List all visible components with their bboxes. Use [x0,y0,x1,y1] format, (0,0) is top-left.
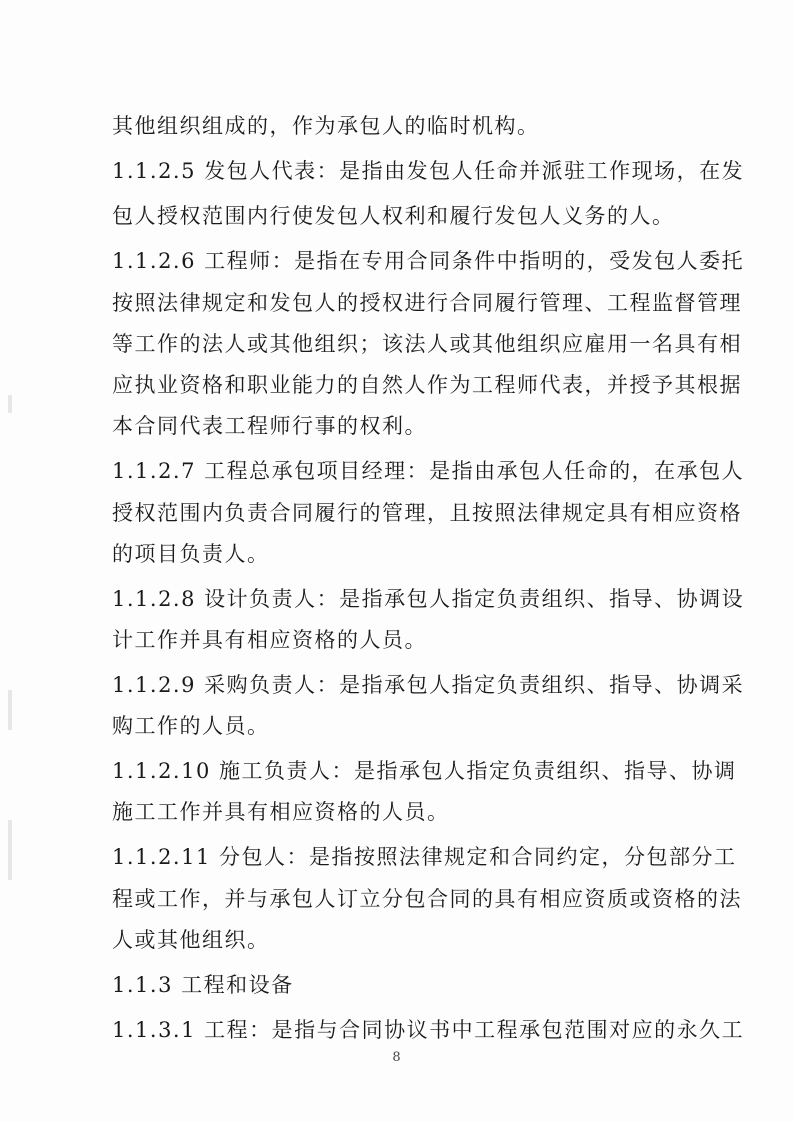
scan-artifact [8,820,12,880]
text-line: 1.1.2.5 发包人代表：是指由发包人任命并派驻工作现场，在发 [112,159,745,183]
text-line: 按照法律规定和发包人的授权进行合同履行管理、工程监督管理 [112,291,742,315]
scan-artifact [8,395,12,413]
text-line: 1.1.2.7 工程总承包项目经理：是指由承包人任命的，在承包人 [112,459,745,483]
text-line: 程或工作，并与承包人订立分包合同的具有相应资质或资格的法 [112,887,742,911]
page-number: 8 [392,1050,401,1065]
text-line: 1.1.2.9 采购负责人：是指承包人指定负责组织、指导、协调采 [112,673,745,697]
text-line: 包人授权范围内行使发包人权利和履行发包人义务的人。 [112,204,675,228]
text-line: 1.1.2.11 分包人：是指按照法律规定和合同约定，分包部分工 [112,845,737,869]
section-heading: 1.1.3 工程和设备 [112,973,294,997]
scan-artifact [8,690,12,730]
text-line: 计工作并具有相应资格的人员。 [112,628,427,652]
text-line: 应执业资格和职业能力的自然人作为工程师代表，并授予其根据 [112,373,742,397]
text-line: 人或其他组织。 [112,928,270,952]
text-line: 授权范围内负责合同履行的管理，且按照法律规定具有相应资格 [112,501,742,525]
text-line: 本合同代表工程师行事的权利。 [112,414,427,438]
text-line: 施工工作并具有相应资格的人员。 [112,800,450,824]
text-line: 1.1.2.6 工程师：是指在专用合同条件中指明的，受发包人委托 [112,249,745,273]
text-line: 的项目负责人。 [112,542,270,566]
text-line: 其他组织组成的，作为承包人的临时机构。 [112,114,540,138]
text-line: 1.1.2.10 施工负责人：是指承包人指定负责组织、指导、协调 [112,759,737,783]
text-line: 购工作的人员。 [112,714,270,738]
text-line: 1.1.2.8 设计负责人：是指承包人指定负责组织、指导、协调设 [112,587,745,611]
text-line: 1.1.3.1 工程：是指与合同协议书中工程承包范围对应的永久工 [112,1018,745,1042]
text-line: 等工作的法人或其他组织；该法人或其他组织应雇用一名具有相 [112,332,742,356]
